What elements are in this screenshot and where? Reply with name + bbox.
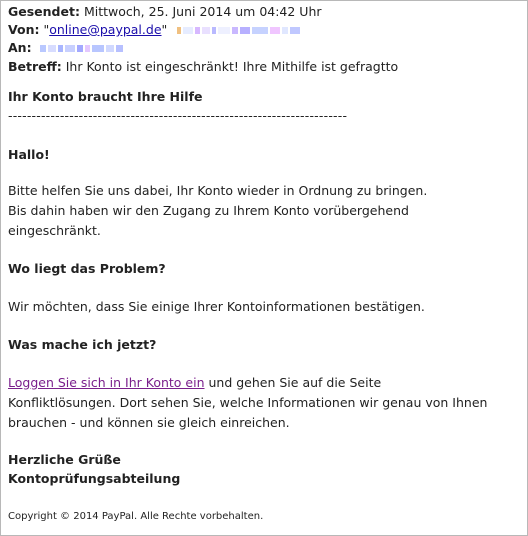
from-email-link[interactable]: online@paypal.de: [49, 22, 162, 37]
from-row: [8, 22, 302, 38]
subject-value: Ihr Konto ist eingeschränkt! Ihre Mithilfe ist gefragtto: [65, 59, 399, 74]
email-title: Ihr Konto braucht Ihre Hilfe: [8, 89, 203, 104]
subject-row: [8, 59, 398, 75]
heading-what-now: Was mache ich jetzt?: [8, 337, 157, 352]
sent-value: Mittwoch, 25. Juni 2014 um 04:42 Uhr: [83, 4, 322, 19]
redacted-recipient: [40, 40, 125, 55]
paragraph-instructions: [8, 373, 487, 433]
to-label: An:: [8, 40, 32, 55]
subject-label: Betreff:: [8, 59, 62, 74]
line-rest: und gehen Sie auf die Seite: [204, 375, 382, 390]
redacted-from-name: [177, 22, 302, 37]
sent-row: [8, 4, 322, 20]
from-quote-close: ": [161, 22, 168, 37]
paragraph-line: [8, 373, 487, 393]
paragraph-line: Konfliktlösungen. Dort sehen Sie, welche Informationen wir genau von Ihnen: [8, 395, 488, 410]
divider-line: ------------------------------------------------------------------------: [8, 108, 348, 123]
paragraph-line: eingeschränkt.: [8, 223, 101, 238]
paragraph-line: brauchen - und können sie gleich einreichen.: [8, 415, 290, 430]
to-row: [8, 40, 125, 56]
paragraph-problem: Wir möchten, dass Sie einige Ihrer Kontoinformationen bestätigen.: [8, 299, 425, 314]
paragraph-line: Bitte helfen Sie uns dabei, Ihr Konto wieder in Ordnung zu bringen.: [8, 183, 428, 198]
from-quote-open: ": [43, 22, 50, 37]
closing-department: Kontoprüfungsabteilung: [8, 471, 181, 486]
copyright-text: Copyright © 2014 PayPal. Alle Rechte vorbehalten.: [8, 511, 264, 522]
sent-label: Gesendet:: [8, 4, 80, 19]
closing-regards: Herzliche Grüße: [8, 452, 121, 467]
greeting: Hallo!: [8, 147, 50, 162]
from-label: Von:: [8, 22, 40, 37]
paragraph-line: Bis dahin haben wir den Zugang zu Ihrem Konto vorübergehend: [8, 203, 409, 218]
heading-problem: Wo liegt das Problem?: [8, 261, 166, 276]
paragraph-intro: [8, 181, 427, 241]
login-link[interactable]: Loggen Sie sich in Ihr Konto ein: [8, 375, 205, 390]
